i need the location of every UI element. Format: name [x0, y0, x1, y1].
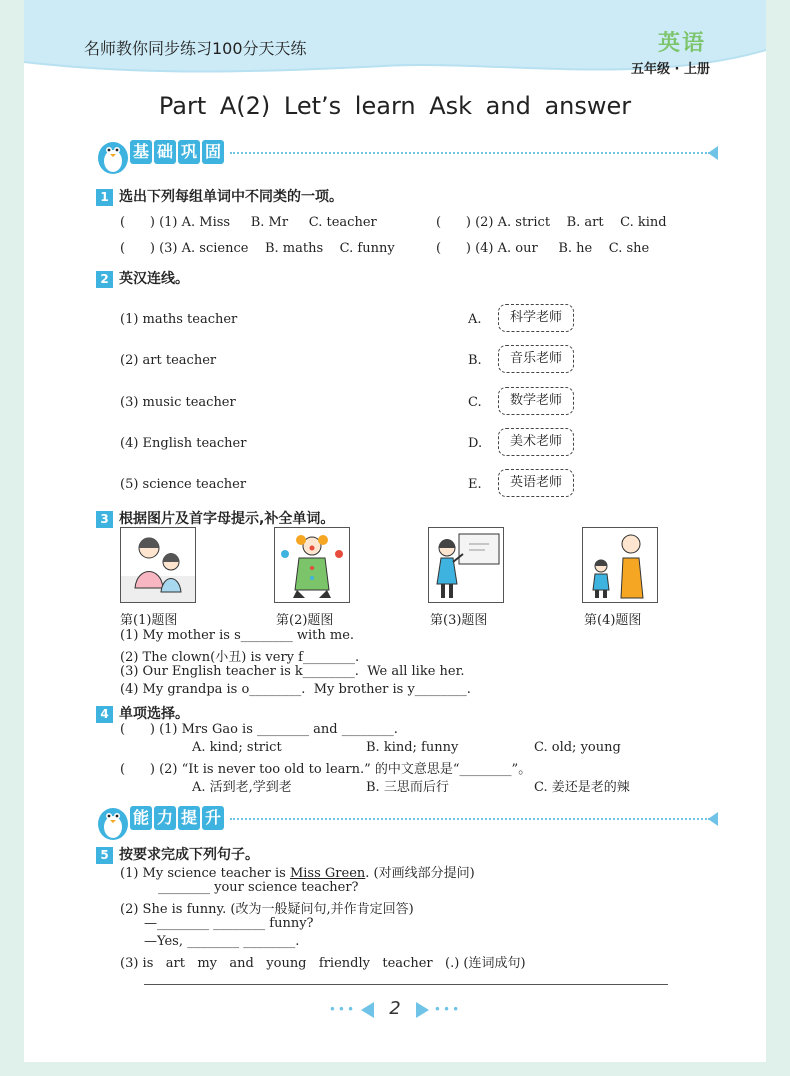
- question-4-heading: [96, 703, 189, 723]
- dotted-divider: [230, 818, 710, 820]
- question-number: 4: [96, 706, 113, 723]
- q4-item-1: ( ) (1) Mrs Gao is ________ and ________.: [120, 722, 398, 737]
- match-letter: B.: [468, 353, 482, 368]
- sentence-text: (1) My science teacher is: [120, 866, 290, 881]
- match-right-box: 美术老师: [498, 428, 574, 456]
- picture-caption: 第(4)题图: [584, 613, 642, 628]
- question-5-heading: [96, 844, 259, 864]
- footer-dots-icon: •••: [328, 1002, 357, 1017]
- label-char: 提: [178, 806, 200, 830]
- question-number: 3: [96, 511, 113, 528]
- match-right-box: 音乐老师: [498, 345, 574, 373]
- dotted-divider: [230, 152, 710, 154]
- question-instruction: 单项选择。: [119, 706, 189, 722]
- section-banner-advanced: [90, 796, 740, 842]
- question-number: 5: [96, 847, 113, 864]
- q5-sentence-3: (3) is art my and young friendly teacher (.) (连词成句): [120, 956, 526, 971]
- q4-option: C. 姜还是老的辣: [534, 780, 630, 795]
- q1-item-3: ( ) (3) A. science B. maths C. funny: [120, 241, 395, 256]
- match-left-item: (5) science teacher: [120, 477, 247, 492]
- section-banner-basic: [90, 130, 740, 176]
- label-char: 升: [202, 806, 224, 830]
- q3-sentence: (3) Our English teacher is k________. We all like her.: [120, 664, 465, 679]
- match-letter: E.: [468, 477, 482, 492]
- arrow-icon: [708, 146, 718, 160]
- question-instruction: 根据图片及首字母提示,补全单词。: [119, 511, 335, 527]
- match-right-box: 科学老师: [498, 304, 574, 332]
- right-arrow-icon: [416, 1002, 429, 1018]
- question-1-heading: [96, 186, 343, 206]
- q5-sentence-1: [120, 862, 475, 881]
- picture-grandpa-boy: [582, 527, 658, 603]
- q1-item-2: ( ) (2) A. strict B. art C. kind: [436, 215, 667, 230]
- page-title: Part A(2) Let’s learn Ask and answer: [158, 92, 632, 120]
- subject-label: 英语: [657, 31, 706, 56]
- q4-option: C. old; young: [534, 740, 621, 755]
- underlined-part: Miss Green: [289, 866, 366, 881]
- label-char: 础: [154, 140, 176, 164]
- question-3-heading: [96, 508, 334, 528]
- page-number: 2: [389, 998, 401, 1019]
- question-instruction: 按要求完成下列句子。: [119, 847, 259, 863]
- label-char: 巩: [178, 140, 200, 164]
- question-instruction: 英汉连线。: [119, 271, 189, 287]
- q3-sentence: (4) My grandpa is o________. My brother is y________.: [120, 682, 471, 697]
- section-label: [130, 806, 224, 830]
- sentence-instruction: . (对画线部分提问): [365, 866, 475, 881]
- label-char: 力: [154, 806, 176, 830]
- q1-item-4: ( ) (4) A. our B. he C. she: [436, 241, 650, 256]
- q5-answer-line: —Yes, ________ ________.: [144, 934, 300, 949]
- question-number: 1: [96, 189, 113, 206]
- picture-caption: 第(3)题图: [430, 613, 488, 628]
- question-2-heading: [96, 268, 189, 288]
- worksheet-page: [24, 0, 766, 1062]
- picture-caption: 第(1)题图: [120, 613, 178, 628]
- q4-option: B. kind; funny: [366, 740, 459, 755]
- q3-sentence: (1) My mother is s________ with me.: [120, 628, 355, 643]
- q1-item-1: ( ) (1) A. Miss B. Mr C. teacher: [120, 215, 377, 230]
- q4-option: A. 活到老,学到老: [192, 780, 292, 795]
- match-left-item: (3) music teacher: [120, 395, 236, 410]
- picture-clown: [274, 527, 350, 603]
- label-char: 能: [130, 806, 152, 830]
- answer-rule: [144, 984, 668, 985]
- q5-sentence-2: (2) She is funny. (改为一般疑问句,并作肯定回答): [120, 902, 414, 917]
- q4-item-2: ( ) (2) “It is never too old to learn.” 的中文意思是“________”。: [120, 762, 532, 777]
- question-number: 2: [96, 271, 113, 288]
- label-char: 基: [130, 140, 152, 164]
- left-arrow-icon: [361, 1002, 374, 1018]
- match-letter: A.: [468, 312, 482, 327]
- footer-dots-icon: •••: [433, 1002, 462, 1017]
- picture-caption: 第(2)题图: [276, 613, 334, 628]
- section-label: [130, 140, 224, 164]
- match-left-item: (4) English teacher: [120, 436, 247, 451]
- match-letter: C.: [468, 395, 482, 410]
- question-instruction: 选出下列每组单词中不同类的一项。: [119, 189, 343, 205]
- match-left-item: (2) art teacher: [120, 353, 217, 368]
- label-char: 固: [202, 140, 224, 164]
- match-left-item: (1) maths teacher: [120, 312, 238, 327]
- q4-option: B. 三思而后行: [366, 780, 449, 795]
- page-header: [24, 0, 766, 88]
- q5-answer-line: —________ ________ funny?: [144, 916, 314, 931]
- grade-label: 五年级 · 上册: [631, 62, 710, 77]
- q5-answer-line: ________ your science teacher?: [158, 880, 359, 895]
- arrow-icon: [708, 812, 718, 826]
- match-right-box: 英语老师: [498, 469, 574, 497]
- match-right-box: 数学老师: [498, 387, 574, 415]
- page-footer: [24, 998, 766, 1019]
- picture-teacher-blackboard: [428, 527, 504, 603]
- match-letter: D.: [468, 436, 483, 451]
- q4-option: A. kind; strict: [192, 740, 282, 755]
- q3-sentence: (2) The clown(小丑) is very f________.: [120, 650, 360, 665]
- picture-mother-helping: [120, 527, 196, 603]
- series-title: 名师教你同步练习100分天天练: [84, 39, 307, 58]
